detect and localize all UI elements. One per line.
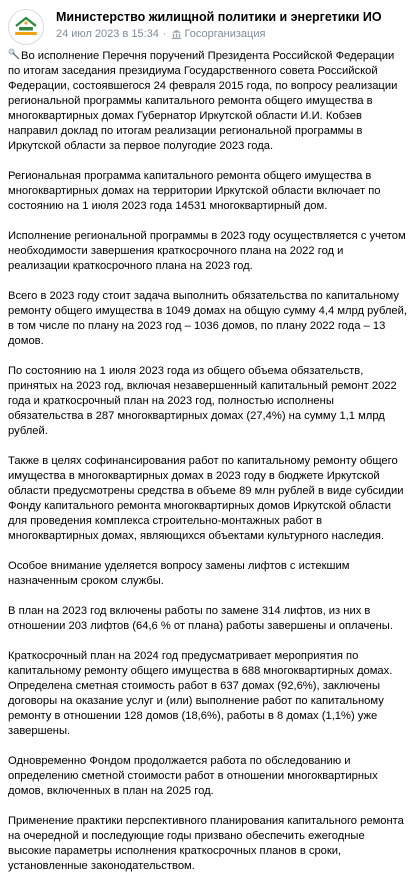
post-paragraph: По состоянию на 1 июля 2023 года из общего объема обязательств, принятых на 2023 год, включая незавершенный капитальный ремонт 2022 года и краткосрочный план на 2023 год, полностью исполнены обязательства в 287 многоквартирных домах (27,4%) на сумму 1,1 млрд рублей. [8, 365, 397, 437]
post-paragraph: Особое внимание уделяется вопросу замены лифтов с истекшим назначенным сроком службы. [8, 560, 350, 587]
avatar[interactable] [8, 9, 44, 45]
meta-separator: · [162, 28, 167, 40]
post-paragraph: Исполнение региональной программы в 2023 году осуществляется с учетом необходимости завершения краткосрочного плана на 2022 год и реализации краткосрочного плана на 2023 год. [8, 230, 406, 272]
government-building-icon [171, 29, 182, 40]
post-paragraph: Одновременно Фондом продолжается работа по обследованию и определению сметной стоимости работ в отношении многоквартирных домов, включенных в план на 2025 год. [8, 755, 378, 797]
post-paragraph: Применение практики перспективного планирования капитального ремонта на очередной и последующие годы призвано обеспечить ежегодные высокие параметры исполнения краткосрочных планов в сроки, установленные законодательством. [8, 815, 404, 872]
post-paragraph: Всего в 2023 году стоит задача выполнить обязательства по капитальному ремонту общего имущества в 1049 домах на общую сумму 4,4 млрд рублей, в том числе по плану на 2023 год – 1036 домов, по плану 2022 года – 13 домов. [8, 290, 407, 347]
post-date[interactable]: 24 июл 2023 в 15:34 [56, 28, 159, 40]
post-meta [56, 28, 265, 40]
post-text [8, 48, 407, 889]
government-organization-badge [171, 28, 266, 40]
ministry-logo-icon [9, 10, 43, 44]
post-paragraph [8, 48, 407, 154]
post-author[interactable]: Министерство жилищной политики и энергетики ИО [56, 10, 382, 24]
post-paragraph: Также в целях софинансирования работ по капитальному ремонту общего имущества в многоквартирных домах в 2023 году в бюджете Иркутской области предусмотрены средства в объеме 89 млн рублей в виде субсидии Фонду капитального ремонта многоквартирных домов Иркутской области для проведения комплекса строительно-монтажных работ в многоквартирных домах, являющихся объектами культурного наследия. [8, 455, 404, 542]
government-organization-label: Госорганизация [184, 28, 266, 40]
pin-emoji-icon [8, 48, 20, 60]
post-paragraph: В план на 2023 год включены работы по замене 314 лифтов, из них в отношении 203 лифтов (64,6 % от плана) работы завершены и оплачены. [8, 605, 393, 632]
post-header [8, 9, 405, 45]
post-paragraph: Региональная программа капитального ремонта общего имущества в многоквартирных домах на территории Иркутской области включает по состоянию на 1 июля 2023 года 14531 многоквартирный дом. [8, 170, 381, 212]
post-paragraph: Краткосрочный план на 2024 год предусматривает мероприятия по капитальному ремонту общего имущества в 688 многоквартирных домах. Определена сметная стоимость работ в 637 домах (92,6%), заключены договоры на оказание услуг и (или) выполнение работ по капитальному ремонту в отношении 128 домов (18,6%), работы в 8 домах (1,1%) уже завершены. [8, 650, 393, 737]
post-paragraph-text: Во исполнение Перечня поручений Президента Российской Федерации по итогам заседания президиума Государственного совета Российской Федерации, состоявшегося 24 февраля 2015 года, по вопросу реализации региональной программы капитального ремонта общего имущества в многоквартирных домах Губернатор Иркутской области И.И. Кобзев направил доклад по итогам реализации региональной программы в Иркутской области за первое полугодие 2023 года. [8, 50, 398, 152]
